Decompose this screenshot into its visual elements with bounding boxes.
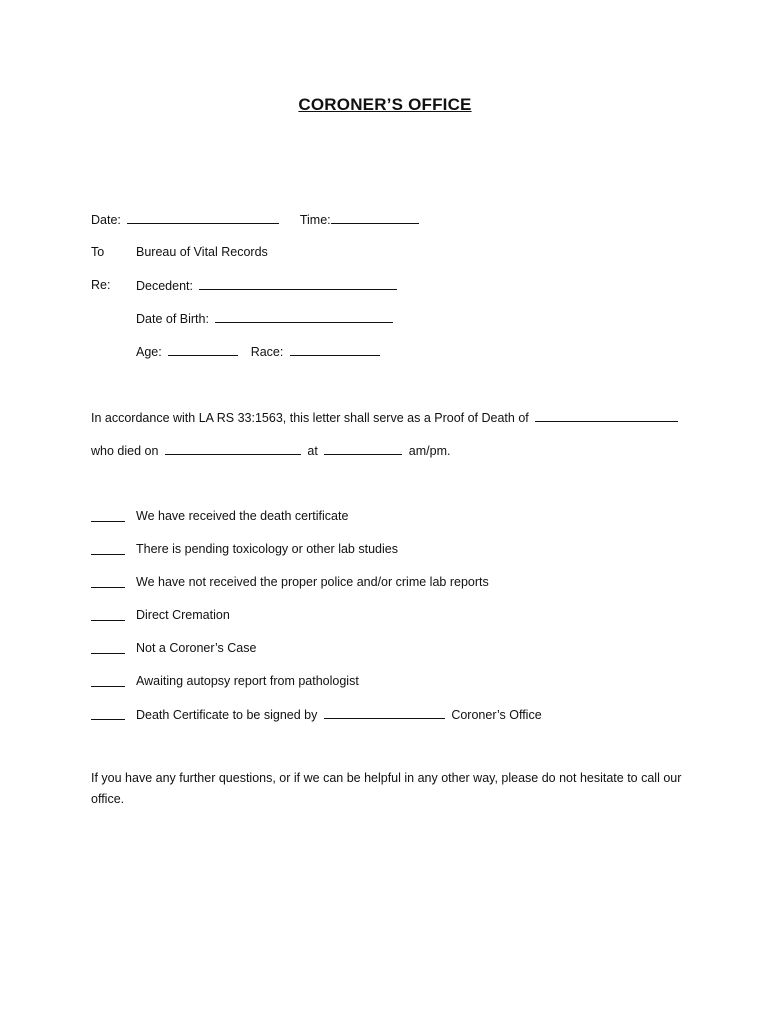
time-label: Time: xyxy=(299,213,331,227)
proof-of-death-name-field[interactable] xyxy=(535,409,678,422)
died-on-row xyxy=(91,442,450,459)
closing-paragraph: If you have any further questions, or if we can be helpful in any other way, please do not hesitate to call our office. xyxy=(91,771,682,806)
race-field[interactable] xyxy=(290,343,380,356)
time-field[interactable] xyxy=(331,211,419,224)
checklist-item-label: Awaiting autopsy report from pathologist xyxy=(136,674,359,688)
died-at-time-field[interactable] xyxy=(324,442,402,455)
coroner-office-suffix: Coroner’s Office xyxy=(451,708,542,722)
date-field[interactable] xyxy=(127,211,279,224)
date-time-row xyxy=(91,211,422,228)
checklist-item-label: We have received the death certificate xyxy=(136,509,349,523)
checklist-mark-field[interactable] xyxy=(91,508,125,522)
dob-row xyxy=(136,310,396,327)
checklist-mark-field[interactable] xyxy=(91,607,125,621)
dob-field[interactable] xyxy=(215,310,393,323)
checklist-item-label: There is pending toxicology or other lab studies xyxy=(136,542,398,556)
age-race-row xyxy=(136,343,383,360)
died-on-label: who died on xyxy=(91,444,159,458)
proof-of-death-row xyxy=(91,409,681,426)
page-title: CORONER’S OFFICE xyxy=(298,95,472,114)
decedent-label: Decedent: xyxy=(136,279,193,293)
age-label: Age: xyxy=(136,345,162,359)
to-label: To xyxy=(91,245,105,259)
age-field[interactable] xyxy=(168,343,238,356)
dob-label: Date of Birth: xyxy=(136,312,209,326)
checklist-item-label: We have not received the proper police and/or crime lab reports xyxy=(136,575,489,589)
checklist-item-label: Not a Coroner’s Case xyxy=(136,641,257,655)
proof-of-death-text: In accordance with LA RS 33:1563, this letter shall serve as a Proof of Death of xyxy=(91,411,529,425)
checklist-mark-field[interactable] xyxy=(91,574,125,588)
checklist-mark-field[interactable] xyxy=(91,673,125,687)
race-label: Race: xyxy=(250,345,284,359)
to-value: Bureau of Vital Records xyxy=(136,245,268,259)
signed-by-field[interactable] xyxy=(324,706,445,719)
decedent-field[interactable] xyxy=(199,277,397,290)
signed-by-row xyxy=(136,706,542,723)
checklist-item-label: Direct Cremation xyxy=(136,608,230,622)
checklist-mark-field[interactable] xyxy=(91,640,125,654)
checklist-mark-field[interactable] xyxy=(91,541,125,555)
re-label: Re: xyxy=(91,278,111,292)
checklist-item-label: Death Certificate to be signed by xyxy=(136,708,318,722)
died-on-date-field[interactable] xyxy=(165,442,301,455)
ampm-label: am/pm. xyxy=(408,444,451,458)
date-label: Date: xyxy=(91,213,121,227)
decedent-row xyxy=(136,277,400,294)
at-label: at xyxy=(307,444,318,458)
checklist-mark-field[interactable] xyxy=(91,706,125,720)
